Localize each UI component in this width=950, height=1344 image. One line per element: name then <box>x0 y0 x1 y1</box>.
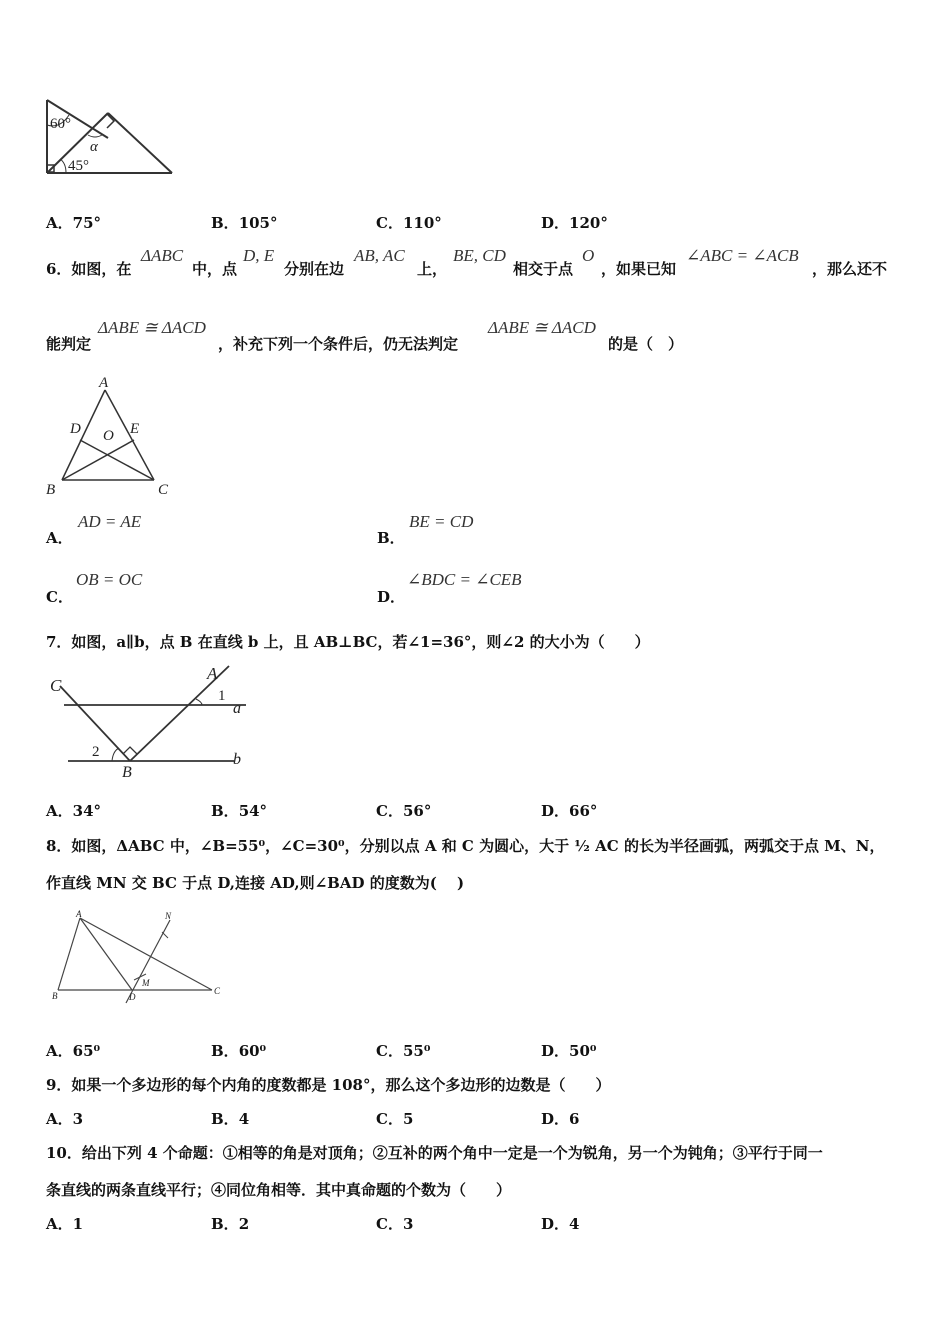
q5-label-60: 60° <box>50 116 71 132</box>
q10-stem-line1: 10．给出下列 4 个命题：①相等的角是对顶角；②互补的两个角中一定是一个为锐角，另一个为钝角；③平行于同一 <box>46 1144 823 1162</box>
q7-option-c[interactable] <box>376 800 431 821</box>
q6-stem-t4: 上， <box>417 260 448 278</box>
option-text: 120° <box>569 214 608 232</box>
option-letter: C． <box>376 1042 403 1060</box>
q8-label-m: M <box>142 978 150 988</box>
option-text: 56° <box>402 802 432 820</box>
q9-option-d[interactable] <box>541 1108 579 1129</box>
q6-stem-t3: 分别在边 <box>284 260 345 278</box>
q6-option-b-letter[interactable]: B． <box>377 529 405 547</box>
option-text: 2 <box>238 1215 250 1233</box>
q9-option-c[interactable] <box>376 1108 413 1129</box>
q5-option-c[interactable] <box>376 212 442 233</box>
q7-label-1: 1 <box>218 688 226 704</box>
option-letter: D． <box>541 1042 570 1060</box>
q7-figure <box>44 658 249 780</box>
q6-option-c-letter[interactable]: C． <box>46 588 73 606</box>
q7-label-line-a: a <box>233 700 241 717</box>
q7-label-b-point: B <box>122 764 132 780</box>
q6-stem2-t2: ，补充下列一个条件后，仍无法判定 <box>218 335 459 353</box>
q7-stem: 7．如图，a∥b，点 B 在直线 b 上，且 AB⊥BC，若∠1=36°，则∠2 的大小为（ ） <box>46 633 650 651</box>
option-text: 1 <box>72 1215 84 1233</box>
q6-figure <box>40 370 180 500</box>
q5-label-alpha: α <box>90 139 98 155</box>
q6-stem-m6: ∠ABC = ∠ACB <box>686 246 799 265</box>
option-letter: A． <box>46 1215 73 1233</box>
q5-option-d[interactable] <box>541 212 608 233</box>
q6-option-c-math: OB = OC <box>76 570 143 589</box>
option-text: 54° <box>238 802 268 820</box>
option-letter: C． <box>376 214 403 232</box>
q6-stem-t7: ，那么还不 <box>812 260 888 278</box>
q7-label-line-b: b <box>233 751 241 768</box>
q6-label-d: D <box>70 421 81 437</box>
q8-label-n: N <box>165 911 172 921</box>
q6-stem2-t3: 的是（ ） <box>608 335 684 353</box>
option-letter: A． <box>46 802 73 820</box>
q6-option-d-letter[interactable]: D． <box>377 588 406 606</box>
q5-label-45: 45° <box>68 158 89 174</box>
option-text: 66° <box>569 802 598 820</box>
q6-stem-t5: 相交于点 <box>513 260 574 278</box>
q6-label-c: C <box>158 482 169 498</box>
q6-option-d-math: ∠BDC = ∠CEB <box>407 570 522 589</box>
q6-stem2-m2: ΔABE ≅ ΔACD <box>488 318 596 337</box>
q7-option-d[interactable] <box>541 800 597 821</box>
q8-label-a: A <box>76 909 82 919</box>
option-text: 75° <box>72 214 102 232</box>
q6-option-a-letter[interactable]: A． <box>46 529 73 547</box>
q8-label-d: D <box>129 992 136 1002</box>
option-text: 3 <box>72 1110 84 1128</box>
q6-stem2-m1: ΔABE ≅ ΔACD <box>98 318 206 337</box>
option-text: 5 <box>402 1110 414 1128</box>
option-text: 60⁰ <box>238 1042 267 1060</box>
option-text: 4 <box>569 1215 580 1233</box>
q10-option-a[interactable] <box>46 1213 83 1234</box>
q8-figure <box>44 906 234 1006</box>
option-letter: D． <box>541 802 570 820</box>
q6-label-e: E <box>130 421 140 437</box>
q6-label-a: A <box>99 375 109 391</box>
option-letter: B． <box>211 1042 239 1060</box>
q6-stem-m4: BE, CD <box>453 246 506 265</box>
q8-label-b: B <box>52 991 58 1001</box>
q8-option-b[interactable] <box>211 1040 266 1061</box>
option-text: 105° <box>238 214 278 232</box>
q6-option-b-math: BE = CD <box>409 512 474 531</box>
option-text: 55⁰ <box>402 1042 431 1060</box>
option-letter: C． <box>376 802 403 820</box>
q6-stem-m5: O <box>582 246 595 265</box>
q7-label-c: C <box>50 676 62 695</box>
q7-option-b[interactable] <box>211 800 267 821</box>
q6-stem-t6: ，如果已知 <box>601 260 677 278</box>
option-letter: C． <box>376 1215 403 1233</box>
q5-option-b[interactable] <box>211 212 278 233</box>
q8-option-c[interactable] <box>376 1040 430 1061</box>
q9-option-a[interactable] <box>46 1108 83 1129</box>
q9-option-b[interactable] <box>211 1108 249 1129</box>
q6-stem-m2: D, E <box>243 246 275 265</box>
option-letter: A． <box>46 1110 73 1128</box>
option-letter: B． <box>211 802 239 820</box>
q8-option-d[interactable] <box>541 1040 596 1061</box>
option-text: 65⁰ <box>72 1042 101 1060</box>
q8-label-c: C <box>214 986 221 996</box>
option-letter: D． <box>541 1215 570 1233</box>
q8-option-a[interactable] <box>46 1040 100 1061</box>
q6-label-o: O <box>103 428 114 444</box>
option-letter: D． <box>541 214 570 232</box>
option-letter: B． <box>211 214 239 232</box>
q8-stem-line1: 8．如图，ΔABC 中，∠B=55⁰，∠C=30⁰，分别以点 A 和 C 为圆心，大于 ½ AC 的长为半径画弧，两弧交于点 M、N， <box>46 837 885 855</box>
option-text: 34° <box>72 802 102 820</box>
q10-option-d[interactable] <box>541 1213 579 1234</box>
q10-option-c[interactable] <box>376 1213 413 1234</box>
q6-stem-m3: AB, AC <box>354 246 405 265</box>
q7-label-a-point: A <box>207 664 218 683</box>
q9-stem: 9．如果一个多边形的每个内角的度数都是 108°，那么这个多边形的边数是（ ） <box>46 1076 611 1094</box>
q7-label-2: 2 <box>92 744 100 760</box>
option-text: 3 <box>402 1215 414 1233</box>
q7-option-a[interactable] <box>46 800 101 821</box>
option-text: 110° <box>402 214 442 232</box>
option-letter: D． <box>541 1110 570 1128</box>
option-letter: C． <box>376 1110 403 1128</box>
q8-stem-line2: 作直线 MN 交 BC 于点 D,连接 AD,则∠BAD 的度数为( ) <box>46 874 465 892</box>
option-text: 6 <box>569 1110 580 1128</box>
option-text: 50⁰ <box>569 1042 597 1060</box>
q5-option-a[interactable] <box>46 212 101 233</box>
q6-option-a-math: AD = AE <box>78 512 142 531</box>
option-letter: A． <box>46 214 73 232</box>
q6-label-b: B <box>46 482 56 498</box>
option-letter: B． <box>211 1215 239 1233</box>
q6-stem2-t1: 能判定 <box>46 335 92 353</box>
q6-stem-t2: 中，点 <box>192 260 238 278</box>
option-text: 4 <box>238 1110 250 1128</box>
option-letter: A． <box>46 1042 73 1060</box>
q6-stem-t1: 6．如图，在 <box>46 260 132 278</box>
q5-figure <box>40 95 180 180</box>
q6-stem-m1: ΔABC <box>141 246 184 265</box>
q10-option-b[interactable] <box>211 1213 249 1234</box>
option-letter: B． <box>211 1110 239 1128</box>
q10-stem-line2: 条直线的两条直线平行；④同位角相等．其中真命题的个数为（ ） <box>46 1181 512 1199</box>
